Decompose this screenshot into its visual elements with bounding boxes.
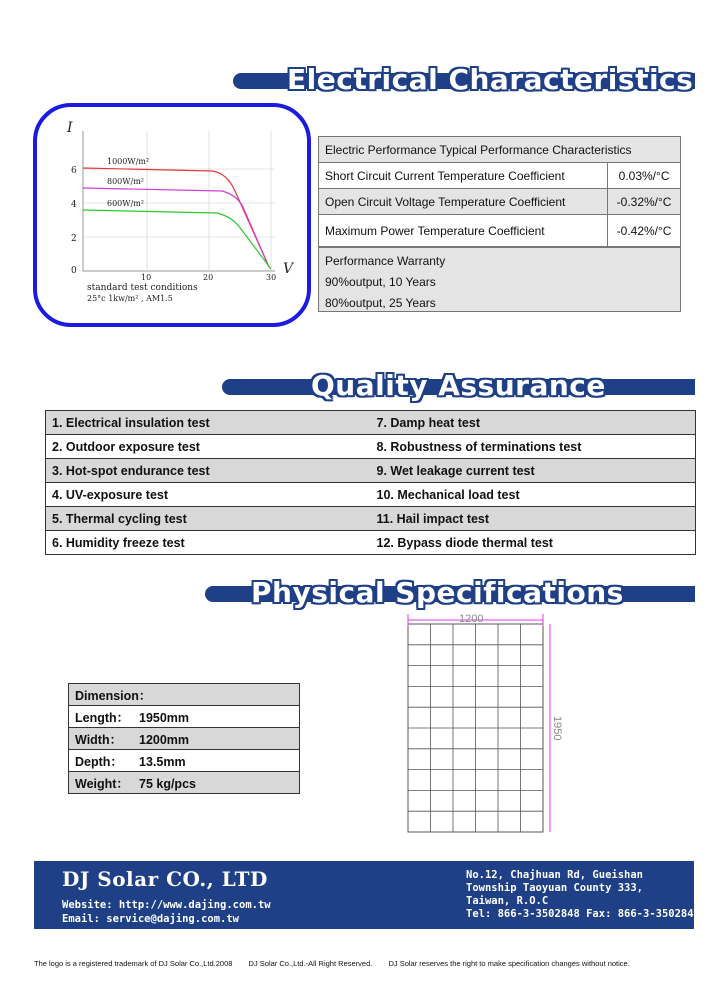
table-row: [69, 772, 300, 794]
dim-key: Length：: [75, 710, 130, 725]
disclaimer: [34, 959, 644, 968]
dim-value: 1950mm: [139, 710, 190, 725]
panel-grid: [408, 624, 543, 832]
table-row: [46, 483, 696, 507]
dim-value: 75 kg/pcs: [139, 776, 196, 791]
coef-value: -0.42%/°C: [608, 215, 681, 247]
dimension-title: Dimension：: [69, 684, 300, 706]
test-item: 12. Bypass diode thermal test: [371, 531, 696, 555]
contact-info: [62, 898, 271, 926]
iv-note-line1: standard test conditions: [87, 283, 198, 293]
test-item: 11. Hail impact test: [371, 507, 696, 531]
iv-curve-label-1000: 1000W/m²: [107, 157, 150, 166]
test-item: 8. Robustness of terminations test: [371, 435, 696, 459]
copyright-note: DJ Solar Co.,Ltd.-All Right Reserved.: [248, 959, 373, 968]
coef-label: Open Circuit Voltage Temperature Coefficient: [319, 189, 608, 215]
width-label: 1200: [459, 613, 484, 625]
test-item: 10. Mechanical load test: [371, 483, 696, 507]
address-line: Taiwan, R.O.C: [466, 895, 549, 907]
table-row: [319, 189, 681, 215]
test-item: 4. UV-exposure test: [46, 483, 371, 507]
test-item: 6. Humidity freeze test: [46, 531, 371, 555]
electrical-table-header: Electric Performance Typical Performance Characteristics: [319, 137, 681, 163]
changes-note: DJ Solar reserves the right to make specification changes without notice.: [388, 959, 630, 968]
address-block: [466, 869, 700, 921]
section-title: Electrical Characteristics: [287, 63, 694, 96]
dim-key: Depth：: [75, 754, 123, 769]
test-item: 7. Damp heat test: [371, 411, 696, 435]
coef-label: Maximum Power Temperature Coefficient: [319, 215, 608, 247]
table-row: [319, 137, 681, 163]
dim-value: 13.5mm: [139, 754, 186, 769]
website-link[interactable]: Website: http://www.dajing.com.tw: [62, 899, 271, 911]
performance-warranty: [318, 247, 681, 312]
section-header-quality: [222, 369, 695, 409]
iv-curve-label-800: 800W/m²: [107, 177, 144, 186]
section-header-electrical: [233, 63, 695, 103]
coef-label: Short Circuit Current Temperature Coefficient: [319, 163, 608, 189]
company-name: DJ Solar CO., LTD: [62, 867, 268, 891]
dimension-table: [68, 683, 300, 794]
table-row: [69, 706, 300, 728]
section-title: Physical Specifications: [251, 576, 624, 609]
phone-fax: Tel: 866-3-3502848 Fax: 866-3-3502847: [466, 908, 700, 920]
electrical-table: [318, 136, 681, 247]
dim-key: Width：: [75, 732, 123, 747]
iv-ytick: 6: [71, 166, 77, 176]
quality-tests-table: [45, 410, 696, 555]
iv-ytick: 0: [71, 266, 77, 276]
table-row: [46, 531, 696, 555]
test-item: 3. Hot-spot endurance test: [46, 459, 371, 483]
table-row: [319, 215, 681, 247]
table-row: [69, 684, 300, 706]
iv-curve-600: [83, 210, 271, 269]
dim-value: 1200mm: [139, 732, 190, 747]
coef-value: 0.03%/°C: [608, 163, 681, 189]
trademark-note: The logo is a registered trademark of DJ Solar Co.,Ltd.2008: [34, 959, 233, 968]
iv-curve-label-600: 600W/m²: [107, 199, 144, 208]
table-row: [46, 459, 696, 483]
table-row: [46, 411, 696, 435]
company-footer: [34, 861, 700, 929]
height-label: 1950: [551, 716, 563, 741]
iv-note-line2: 25°c 1kw/m² , AM1.5: [87, 294, 173, 303]
table-row: [69, 728, 300, 750]
test-item: 2. Outdoor exposure test: [46, 435, 371, 459]
section-title: Quality Assurance: [311, 369, 606, 402]
panel-drawing: [400, 610, 570, 840]
iv-ytick: 2: [71, 234, 77, 244]
dim-key: Weight：: [75, 776, 129, 791]
table-row: [46, 507, 696, 531]
iv-chart-svg: [37, 107, 307, 323]
iv-xtick: 20: [203, 273, 214, 282]
test-item: 9. Wet leakage current test: [371, 459, 696, 483]
iv-xlabel: V: [283, 261, 294, 277]
table-row: [46, 435, 696, 459]
iv-xtick: 10: [141, 273, 152, 282]
iv-xtick: 30: [266, 273, 277, 282]
table-row: [319, 163, 681, 189]
warranty-line: 80%output, 25 Years: [325, 296, 436, 310]
test-item: 5. Thermal cycling test: [46, 507, 371, 531]
email-link[interactable]: Email: service@dajing.com.tw: [62, 913, 240, 925]
warranty-title: Performance Warranty: [325, 254, 446, 268]
iv-curve-chart: [33, 103, 311, 327]
coef-value: -0.32%/°C: [608, 189, 681, 215]
iv-ytick: 4: [71, 200, 77, 210]
address-line: Township Taoyuan County 333,: [466, 882, 644, 894]
address-line: No.12, Chajhuan Rd, Gueishan: [466, 869, 644, 881]
warranty-line: 90%output, 10 Years: [325, 275, 436, 289]
test-item: 1. Electrical insulation test: [46, 411, 371, 435]
iv-ylabel: I: [67, 120, 73, 136]
table-row: [69, 750, 300, 772]
